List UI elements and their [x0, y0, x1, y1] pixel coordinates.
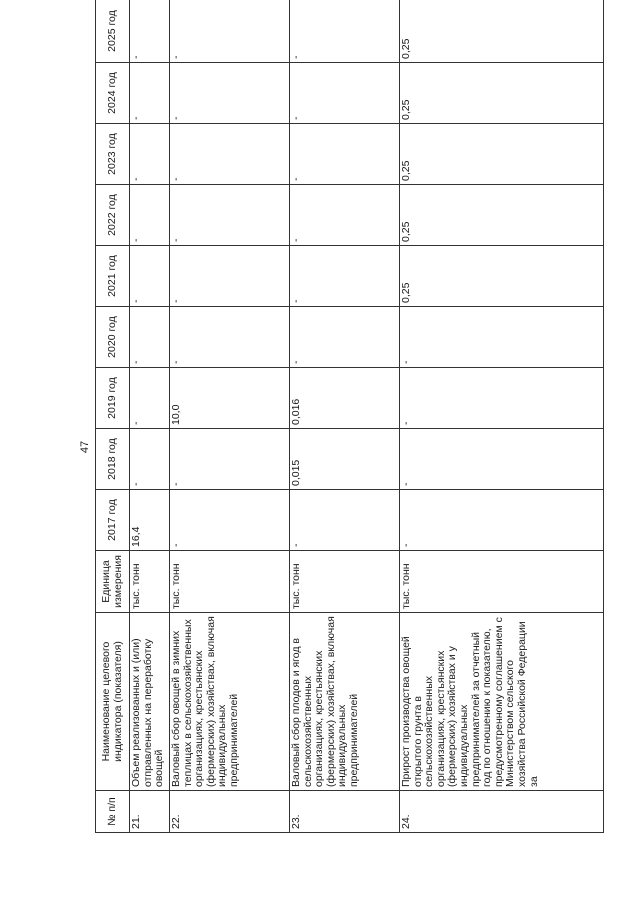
row-value: - — [170, 490, 290, 551]
row-num: 21. — [130, 791, 170, 833]
row-value: 0,25 — [400, 246, 604, 307]
row-name: Валовый сбор плодов и ягод в сельскохозяйственных организациях, крестьянских (фермерских) хозяйствах, включая индивидуальных предпринимателей — [290, 613, 400, 791]
row-name: Валовый сбор овощей в зимних теплицах в сельскохозяйственных организациях, крестьянских (фермерских) хозяйствах, включая индивидуальных предпринимателей — [170, 613, 290, 791]
row-value: - — [170, 246, 290, 307]
header-num: № п/п — [96, 791, 130, 833]
row-value: 0,25 — [400, 0, 604, 63]
row-value: - — [170, 124, 290, 185]
row-value: - — [290, 63, 400, 124]
header-year-2021: 2021 год — [96, 246, 130, 307]
row-value: - — [130, 0, 170, 63]
row-value: - — [170, 63, 290, 124]
row-value: - — [290, 490, 400, 551]
row-value: 0,25 — [400, 185, 604, 246]
row-value: - — [290, 246, 400, 307]
row-value: - — [130, 185, 170, 246]
row-value: - — [130, 124, 170, 185]
row-value: 0,25 — [400, 124, 604, 185]
header-row — [96, 0, 130, 833]
row-value: - — [400, 429, 604, 490]
row-name: Объем реализованных и (или) отправленных на переработку овощей — [130, 613, 170, 791]
header-unit: Единица измерения — [96, 551, 130, 613]
row-value: - — [400, 307, 604, 368]
indicator-table — [95, 0, 604, 833]
header-year-2024: 2024 год — [96, 63, 130, 124]
row-value: - — [400, 490, 604, 551]
header-year-2017: 2017 год — [96, 490, 130, 551]
row-value: - — [130, 246, 170, 307]
table-row — [170, 0, 290, 833]
header-year-2022: 2022 год — [96, 185, 130, 246]
row-value: 0,25 — [400, 63, 604, 124]
row-value: - — [400, 368, 604, 429]
header-year-2018: 2018 год — [96, 429, 130, 490]
header-year-2020: 2020 год — [96, 307, 130, 368]
row-value: - — [170, 307, 290, 368]
row-value: - — [130, 307, 170, 368]
page-number: 47 — [79, 440, 91, 454]
table-row — [130, 0, 170, 833]
row-unit: тыс. тонн — [290, 551, 400, 613]
header-year-2023: 2023 год — [96, 124, 130, 185]
row-value: 0,015 — [290, 429, 400, 490]
row-num: 24. — [400, 791, 604, 833]
row-unit: тыс. тонн — [400, 551, 604, 613]
row-value: - — [170, 429, 290, 490]
row-value: 0,016 — [290, 368, 400, 429]
row-unit: тыс. тонн — [170, 551, 290, 613]
row-unit: тыс. тонн — [130, 551, 170, 613]
row-value: - — [290, 124, 400, 185]
header-year-2019: 2019 год — [96, 368, 130, 429]
row-num: 23. — [290, 791, 400, 833]
row-value: - — [130, 368, 170, 429]
row-value: - — [290, 307, 400, 368]
row-value: - — [170, 0, 290, 63]
row-name: Прирост производства овощей открытого грунта в сельскохозяйственных организациях, крестьянских (фермерских) хозяйствах и у индивидуальных предпринимателей за отчетный год по отношению к показателю, предусмотренному соглашением с Министерством сельского хозяйства Российской Федерации за — [400, 613, 604, 791]
row-value: - — [290, 0, 400, 63]
row-value: - — [290, 185, 400, 246]
table-container — [95, 10, 603, 833]
row-value: - — [130, 429, 170, 490]
row-num: 22. — [170, 791, 290, 833]
row-value: 10,0 — [170, 368, 290, 429]
row-value: - — [170, 185, 290, 246]
table-row — [400, 0, 604, 833]
row-value: 16,4 — [130, 490, 170, 551]
table-row — [290, 0, 400, 833]
row-value: - — [130, 63, 170, 124]
header-name: Наименование целевого индикатора (показателя) — [96, 613, 130, 791]
header-year-2025: 2025 год — [96, 0, 130, 63]
